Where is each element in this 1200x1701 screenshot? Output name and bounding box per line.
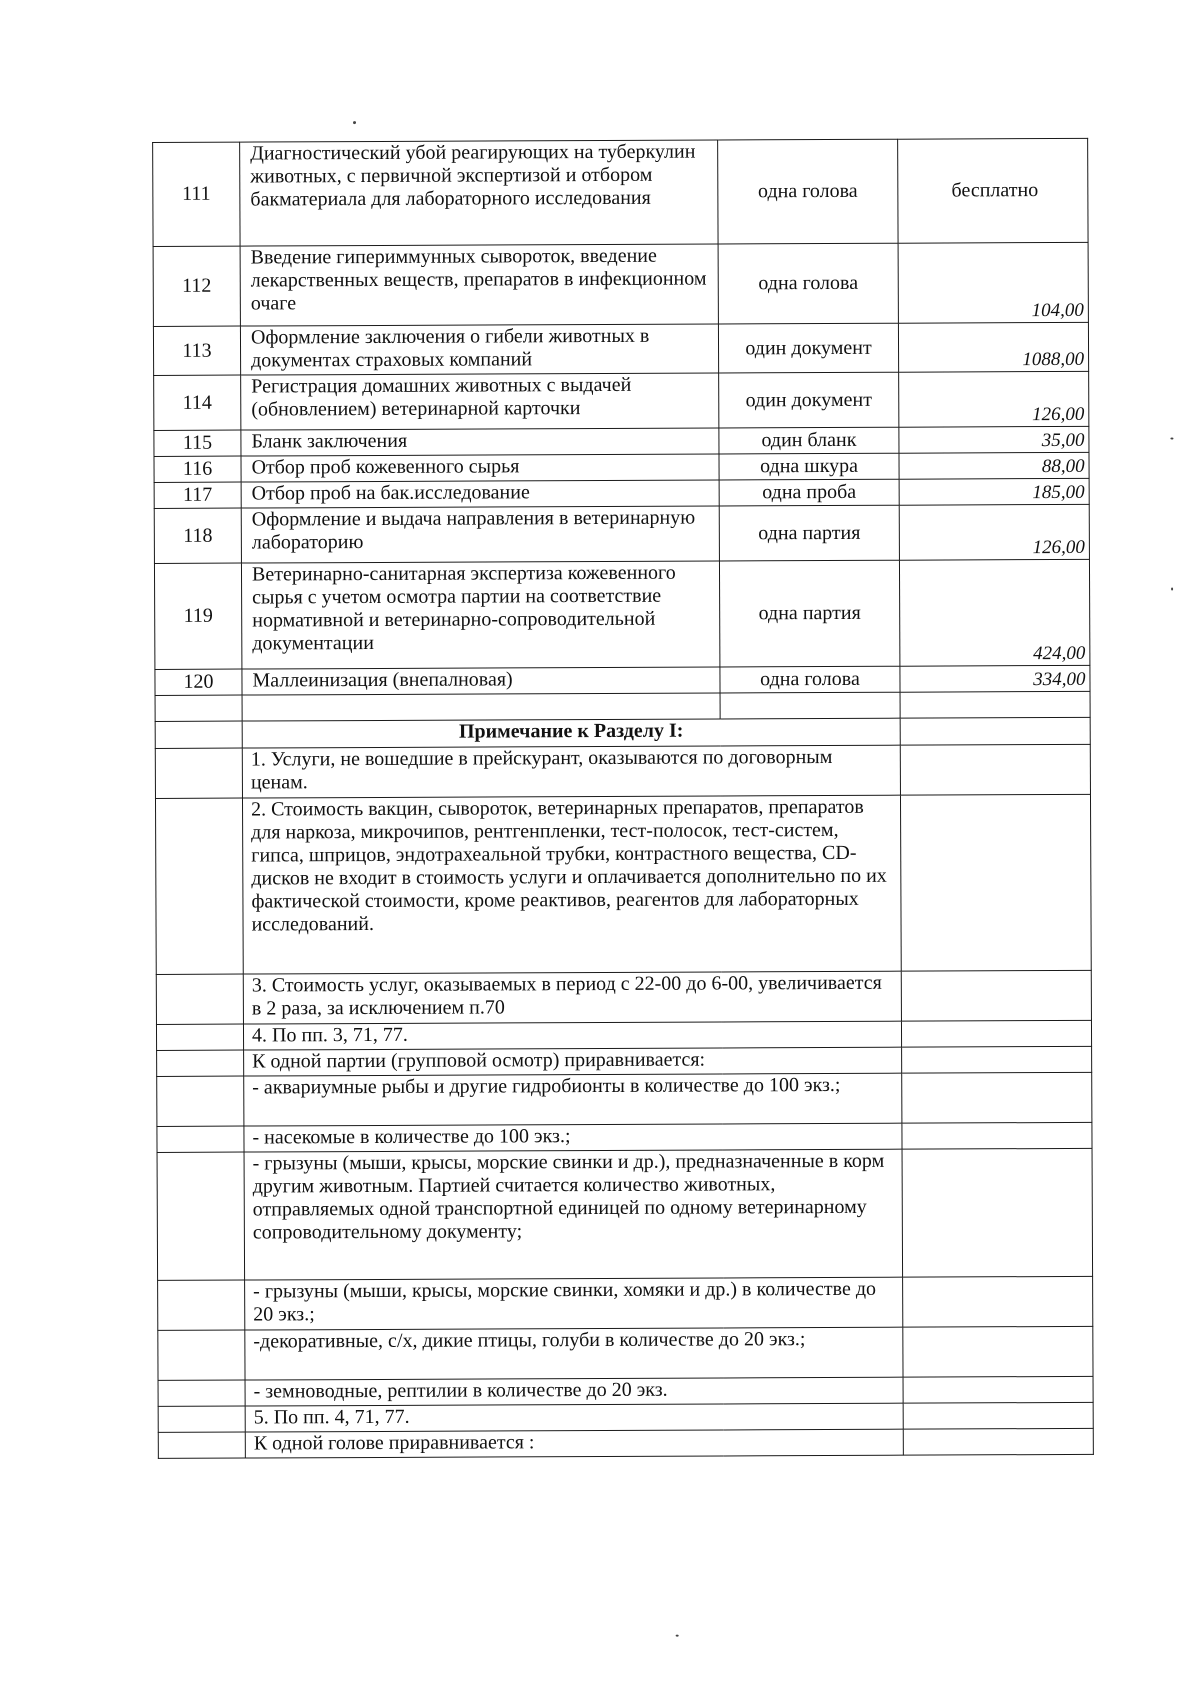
service-price: 88,00 (899, 452, 1089, 479)
note-text: 4. По пп. 3, 71, 77. (243, 1021, 901, 1050)
empty-cell (900, 691, 1090, 718)
empty-cell (903, 1428, 1093, 1455)
empty-cell (158, 1330, 245, 1380)
table-row (153, 138, 1088, 246)
empty-cell (903, 1326, 1093, 1377)
note-text: - грызуны (мыши, крысы, морские свинки и др.), предназначенные в корм другим животным. Партией считается количество животных, отправляемых одной транспортной единицей по одному ветеринарному сопроводительному документу; (244, 1149, 903, 1280)
table-row (153, 322, 1088, 375)
empty-cell (900, 794, 1091, 971)
empty-cell (156, 1024, 243, 1050)
empty-cell (156, 974, 243, 1024)
empty-row (155, 691, 1090, 721)
service-description: Регистрация домашних животных с выдачей (обновлением) ветеринарной карточки (241, 373, 719, 430)
empty-cell (155, 798, 243, 974)
unit-of-measure: одна голова (720, 666, 900, 693)
note-row (156, 970, 1091, 1024)
empty-cell (900, 717, 1090, 745)
table-row (154, 426, 1089, 456)
empty-cell (155, 748, 242, 798)
note-row (157, 1072, 1092, 1126)
empty-cell (903, 1276, 1093, 1327)
unit-of-measure: один бланк (719, 427, 899, 454)
note-row (155, 794, 1091, 974)
row-number: 115 (154, 430, 241, 456)
empty-cell (157, 1076, 244, 1126)
row-number: 113 (153, 326, 240, 375)
row-number: 114 (154, 375, 241, 430)
empty-cell (242, 693, 720, 721)
note-text: 1. Услуги, не вошедшие в прейскурант, оказываются по договорным ценам. (242, 745, 900, 798)
note-text: - насекомые в количестве до 100 экз.; (244, 1123, 902, 1152)
empty-cell (902, 1148, 1093, 1277)
table-row (154, 452, 1089, 482)
note-row (156, 1020, 1091, 1050)
note-text: 5. По пп. 4, 71, 77. (245, 1403, 903, 1432)
row-number: 116 (154, 456, 241, 482)
empty-cell (155, 695, 242, 721)
note-row (155, 744, 1090, 798)
row-number: 112 (153, 246, 240, 326)
service-price: бесплатно (898, 138, 1088, 243)
row-number: 111 (153, 142, 240, 246)
row-number: 118 (154, 508, 241, 563)
note-row (157, 1148, 1093, 1280)
service-price: 35,00 (899, 426, 1089, 453)
note-text: -декоративные, с/х, дикие птицы, голуби в количестве до 20 экз.; (245, 1327, 903, 1380)
note-row (158, 1376, 1093, 1406)
service-description: Бланк заключения (241, 428, 719, 456)
scan-speck (1171, 587, 1173, 590)
unit-of-measure: один документ (719, 372, 899, 428)
empty-cell (158, 1432, 245, 1458)
note-text: К одной партии (групповой осмотр) приравнивается: (244, 1047, 902, 1076)
scan-speck (676, 1635, 679, 1637)
empty-cell (157, 1126, 244, 1152)
service-description: Оформление и выдача направления в ветеринарную лабораторию (241, 506, 719, 563)
empty-cell (157, 1152, 245, 1280)
unit-of-measure: одна шкура (719, 453, 899, 480)
table-row (155, 665, 1090, 695)
note-text: 2. Стоимость вакцин, сывороток, ветеринарных препаратов, препаратов для наркоза, микрочипов, рентгенпленки, тест-полосок, тест-систем, гипса, шприцов, эндотрахеальной трубки, контрастного вещества, CD-дисков не входит в стоимость услуги и оплачивается дополнительно по их фактической стоимости, кроме реактивов, реагентов для лабораторных исследований. (242, 795, 901, 974)
empty-cell (900, 744, 1090, 795)
service-description: Отбор проб на бак.исследование (241, 480, 719, 508)
unit-of-measure: одна проба (719, 479, 899, 506)
service-description: Ветеринарно-санитарная экспертиза кожевенного сырья с учетом осмотра партии на соответствие нормативной и ветеринарно-сопроводительной документации (241, 561, 719, 669)
empty-cell (902, 1046, 1092, 1073)
empty-cell (158, 1380, 245, 1406)
note-text: 3. Стоимость услуг, оказываемых в период с 22-00 до 6-00, увеличивается в 2 раза, за исключением п.70 (243, 971, 901, 1024)
service-description: Маллеинизация (внепалновая) (242, 667, 720, 695)
empty-cell (901, 970, 1091, 1021)
note-text: К одной голове приравнивается : (245, 1429, 903, 1458)
empty-cell (902, 1122, 1092, 1149)
note-row (158, 1326, 1093, 1380)
table-row (154, 559, 1089, 669)
note-text: - земноводные, рептилии в количестве до 20 экз. (245, 1377, 903, 1406)
service-description: Отбор проб кожевенного сырья (241, 454, 719, 482)
service-price: 126,00 (899, 371, 1089, 427)
scan-speck (353, 121, 356, 124)
empty-cell (902, 1072, 1092, 1123)
unit-of-measure: одна партия (719, 505, 899, 561)
service-price: 334,00 (900, 665, 1090, 692)
unit-of-measure: один документ (718, 323, 898, 373)
service-price: 185,00 (899, 478, 1089, 505)
empty-cell (158, 1406, 245, 1432)
row-number: 120 (155, 669, 242, 695)
empty-cell (903, 1402, 1093, 1429)
empty-cell (903, 1376, 1093, 1403)
unit-of-measure: одна голова (718, 243, 898, 324)
service-price: 104,00 (898, 242, 1088, 323)
empty-cell (901, 1020, 1091, 1047)
service-price: 424,00 (899, 559, 1089, 666)
unit-of-measure: одна партия (719, 560, 899, 667)
empty-cell (157, 1050, 244, 1076)
service-price: 126,00 (899, 504, 1089, 560)
table-row (154, 371, 1089, 430)
notes-heading: Примечание к Разделу I: (242, 718, 900, 748)
note-row (157, 1046, 1092, 1076)
table-row (154, 478, 1089, 508)
table-row (154, 504, 1089, 563)
empty-cell (155, 721, 242, 748)
unit-of-measure: одна голова (718, 139, 898, 244)
scan-speck (1170, 437, 1173, 439)
note-text: - аквариумные рыбы и другие гидробионты в количестве до 100 экз.; (244, 1073, 902, 1126)
note-row (158, 1428, 1093, 1458)
note-text: - грызуны (мыши, крысы, морские свинки, хомяки и др.) в количестве до 20 экз.; (245, 1277, 903, 1330)
notes-heading-row (155, 717, 1090, 748)
note-row (158, 1402, 1093, 1432)
note-row (157, 1122, 1092, 1152)
service-description: Введение гипериммунных сывороток, введение лекарственных веществ, препаратов в инфекционном очаге (240, 244, 718, 326)
row-number: 119 (154, 563, 241, 669)
note-row (158, 1276, 1093, 1330)
empty-cell (158, 1280, 245, 1330)
service-description: Оформление заключения о гибели животных в документах страховых компаний (240, 324, 718, 375)
table-row (153, 242, 1088, 326)
empty-cell (720, 692, 900, 719)
service-description: Диагностический убой реагирующих на туберкулин животных, с первичной экспертизой и отбором бакматериала для лабораторного исследования (240, 140, 718, 246)
service-price: 1088,00 (898, 322, 1088, 372)
row-number: 117 (154, 482, 241, 508)
price-list-table (152, 138, 1094, 1459)
